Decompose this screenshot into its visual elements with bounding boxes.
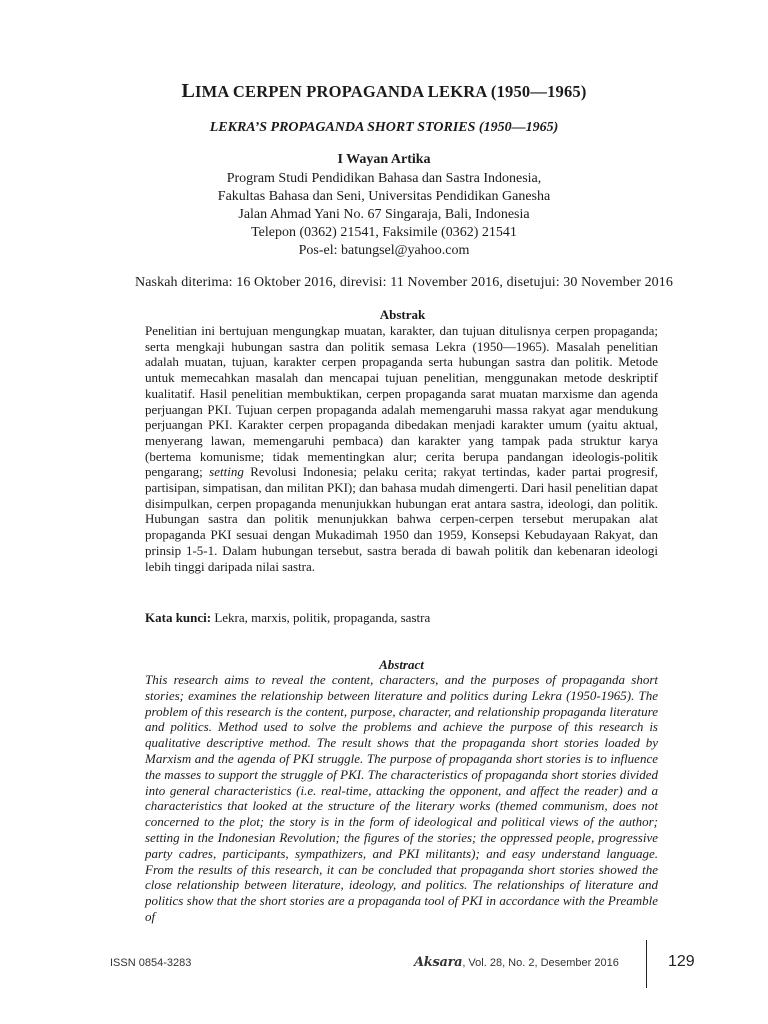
title-first-letter: L — [181, 80, 195, 102]
abstrak-text-part1: Penelitian ini bertujuan mengungkap muatan, karakter, dan tujuan ditulisnya cerpen propaganda; serta mengkaji hubungan sastra dan politik semasa Lekra (1950—1965). Masalah penelitian adalah muatan, tujuan, karakter cerpen propaganda serta hubungan sastra dan politik. Metode untuk memecahkan masalah dan mencapai tujuan penelitian, menggunakan metode deskriptif kualitatif. Hasil penelitian membuktikan, cerpen propaganda sarat muatan marxisme dan agenda perjuangan PKI. Tujuan cerpen propaganda adalah memengaruhi massa rakyat agar mendukung perjuangan PKI. Karakter cerpen propaganda dibedakan menjadi karakter umum (yaitu aktual, menyerang lawan, memengaruhi pembaca) dan karakter yang tampak pada struktur karya (bertema komunisme; tidak mementingkan alur; cerita berupa pandangan ideologis-politik pengarang; — [145, 323, 658, 480]
abstrak-heading: Abstrak — [379, 307, 426, 322]
affiliation-line: Fakultas Bahasa dan Seni, Universitas Pendidikan Ganesha — [217, 189, 551, 204]
author-affiliation — [0, 170, 768, 260]
abstrak-text-part2: Revolusi Indonesia; pelaku cerita; rakyat tertindas, kader partai progresif, partisipan, simpatisan, dan militan PKI); dan bahasa mudah dimengerti. Dari hasil penelitian dapat disimpulkan, cerpen propaganda menunjukkan hubungan erat antara sastra, ideologi, dan politik. Hubungan sastra dan politik menunjukkan bahwa cerpen-cerpen tersebut merupakan alat propaganda PKI sesuai dengan Mukadimah 1950 dan 1959, Konsepsi Kebudayaan Rakyat, dan prinsip 1-5-1. Dalam hubungan tersebut, sastra berada di bawah politik dan kebenaran ideologi lebih tinggi daripada nilai sastra. — [145, 464, 659, 574]
abstract-body: This research aims to reveal the content, characters, and the purposes of propaganda short stories; examines the relationship between literature and politics during Lekra (1950-1965). The problem of this research is the content, purpose, character, and relationship propaganda literature and politics. Method used to solve the problems and achieve the purpose of this research is qualitative descriptive method. The result shows that the propaganda short stories loaded by Marxism and the agenda of PKI struggle. The purpose of propaganda short stories is to influence the masses to support the struggle of PKI. The characteristics of propaganda short stories divided into general characteristics (i.e. real-time, attacking the opponent, and affect the reader) and a characteristics that looked at the structure of the literary works (themed communism, does not concerned to the plot; the story is in the form of ideological and political views of the author; setting in the Indonesian Revolution; the figures of the stories; the oppressed people, progressive party cadres, participants, sympathizers, and PKI militants); and easy understand language. From the results of this research, it can be concluded that propaganda short stories showed the close relationship between literature, ideology, and politics. The relationships of literature and politics show that the short stories are a propaganda tool of PKI in accordance with the Preamble of — [145, 672, 658, 924]
keywords-label: Kata kunci: — [145, 610, 212, 625]
article-title — [0, 80, 768, 103]
author-name: I Wayan Artika — [337, 152, 431, 167]
page-number: 129 — [668, 953, 695, 970]
title-rest: IMA CERPEN PROPAGANDA LEKRA (1950—1965) — [194, 82, 587, 101]
affiliation-line: Program Studi Pendidikan Bahasa dan Sastra Indonesia, — [226, 171, 542, 186]
footer-divider — [646, 940, 647, 988]
affiliation-line: Telepon (0362) 21541, Faksimile (0362) 21541 — [251, 225, 517, 240]
affiliation-line: Jalan Ahmad Yani No. 67 Singaraja, Bali, Indonesia — [238, 207, 530, 222]
footer-issn: ISSN 0854-3283 — [110, 957, 192, 969]
abstrak-italic-term: setting — [209, 464, 244, 480]
article-subtitle: LEKRA’S PROPAGANDA SHORT STORIES (1950—1965) — [209, 120, 559, 135]
journal-info: , Vol. 28, No. 2, Desember 2016 — [462, 957, 619, 969]
keywords — [145, 610, 658, 626]
submission-dates: Naskah diterima: 16 Oktober 2016, direvisi: 11 November 2016, disetujui: 30 November 2016 — [135, 275, 673, 290]
keywords-value: Lekra, marxis, politik, propaganda, sastra — [211, 610, 431, 625]
footer-journal — [414, 955, 619, 970]
affiliation-email: Pos-el: batungsel@yahoo.com — [298, 243, 470, 258]
journal-logo: Aksara — [414, 955, 463, 970]
abstrak-body — [145, 323, 658, 574]
abstract-heading: Abstract — [379, 657, 424, 672]
